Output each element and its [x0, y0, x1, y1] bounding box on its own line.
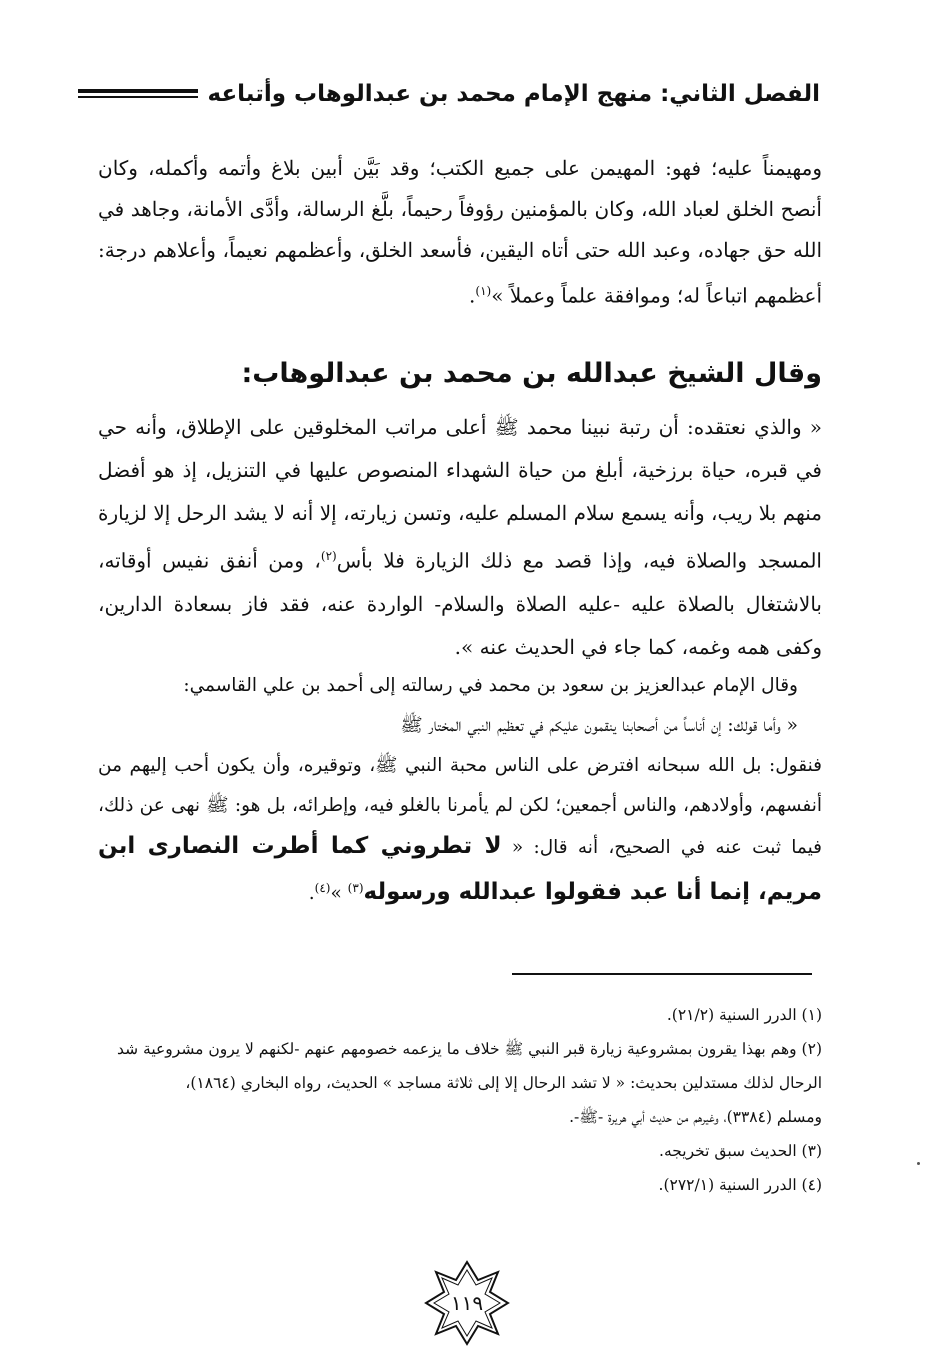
footnote-2-line-3: ومسلم (٣٣٨٤)، وغيرهم من حديث أبي هريرة -ﷺ-.: [569, 1108, 822, 1126]
page-number: ١١٩: [450, 1291, 484, 1315]
paragraph-3-end: .: [308, 883, 315, 905]
paragraph-2-text-b: ، ومن أنفق نفيس أوقاته، بالاشتغال بالصلاة عليه -عليه الصلاة والسلام- الواردة عنه، فقد فاز بسعادة الدارين، وكفى همه وغمه، كما جاء في الحديث عنه ».: [98, 548, 822, 659]
footnote-2-line-1: (٢) وهم بهذا يقرون بمشروعية زيارة قبر النبي ﷺ خلاف ما يزعمه خصومهم عنهم -لكنهم لا يرون مشروعية شد: [117, 1040, 822, 1058]
chapter-title: الفصل الثاني: منهج الإمام محمد بن عبدالوهاب وأتباعه: [207, 81, 820, 107]
footnote-ref-2: (٢): [320, 549, 337, 563]
quote-close: »: [330, 883, 342, 905]
paragraph-1-text: ومهيمناً عليه؛ فهو: المهيمن على جميع الكتب؛ وقد بَيَّن أبين بلاغ وأتمه وأكمله، وكان أنصح الخلق لعباد الله، وكان بالمؤمنين رؤوفاً رحيماً، بلَّغ الرسالة، وأدَّى الأمانة، وجاهد في الله حق جهاده، وعبد الله حتى أتاه اليقين، فأسعد الخلق، وأعظمهم نعيماً، وأعلاهم درجة: أعظمهم اتباعاً له؛ وموافقة علماً وعملاً »: [98, 156, 822, 308]
footnotes: [100, 998, 822, 1202]
hadith-quote: لا تطروني كما أطرت النصارى ابن مريم، إنما أنا عبد فقولوا عبدالله ورسوله: [98, 833, 822, 906]
footnote-ref-4: (٤): [314, 881, 331, 895]
footnote-ref-1: (١): [475, 284, 492, 298]
paragraph-2-text-a: « والذي نعتقده: أن رتبة نبينا محمد ﷺ أعلى مراتب المخلوقين على الإطلاق، وأنه حي في قبره، حياة برزخية، أبلغ من حياة الشهداء المنصوص عليها في التنزيل، إذ هو أفضل منهم بلا ريب، وأنه يسمع سلام المسلم عليه، وتسن زيارته، إلا أنه لا يشد الرحل إلا لزيارة المسجد والصلاة فيه، وإذا قصد مع ذلك الزيارة فلا بأس: [98, 415, 822, 573]
paragraph-3-body: [98, 746, 822, 914]
page-number-badge: [422, 1258, 512, 1348]
paragraph-3-line-2: « وأما قولك: إن أناساً من أصحابنا ينقمون عليكم في تعظيم النبي المختار ﷺ: [400, 715, 798, 736]
footnote-2-line-2: الرحال لذلك مستدلين بحديث: « لا تشد الرحال إلا إلى ثلاثة مساجد » الحديث، رواه البخاري (١٨٦٤)،: [185, 1074, 822, 1092]
paragraph-3-line-1: وقال الإمام عبدالعزيز بن سعود بن محمد في رسالته إلى أحمد بن علي القاسمي:: [183, 675, 798, 696]
footnote-ref-3: (٣): [347, 881, 364, 895]
paragraph-1: ومهيمناً عليه؛ فهو: المهيمن على جميع الكتب؛ وقد بَيَّن أبين بلاغ وأتمه وأكمله، وكان أنصح الخلق لعباد الله، وكان بالمؤمنين رؤوفاً رحيماً، بلَّغ الرسالة، وأدَّى الأمانة، وجاهد في الله حق جهاده، وعبد الله حتى أتاه اليقين، فأسعد الخلق، وأعظمهم نعيماً، وأعلاهم درجة: أعظمهم اتباعاً له؛ وموافقة علماً وعملاً »$^{(١)}$.: [98, 156, 822, 308]
footnote-1: (١) الدرر السنية (٢١/٢).: [666, 1006, 822, 1024]
paragraph-2: [98, 406, 822, 669]
footnote-3: (٣) الحديث سبق تخريجه.: [659, 1142, 822, 1160]
footnote-separator: [512, 973, 812, 975]
header-rule: [78, 89, 198, 99]
section-heading: وقال الشيخ عبدالله بن محمد بن عبدالوهاب:: [241, 358, 822, 389]
paragraph-3: [98, 666, 822, 914]
scan-speck: [917, 1162, 920, 1165]
running-header: [96, 72, 820, 116]
paragraph-3-body-text: فنقول: بل الله سبحانه افترض على الناس محبة النبي ﷺ، وتوقيره، وأن يكون أحب إليهم من أنفسهم، وأولادهم، والناس أجمعين؛ لكن لم يأمرنا بالغلو فيه، وإطرائه، بل هو: ﷺ نهى عن ذلك، فيما ثبت عنه في الصحيح، أنه قال: «: [98, 755, 823, 858]
footnote-4: (٤) الدرر السنية (٢٧٢/١).: [658, 1176, 822, 1194]
